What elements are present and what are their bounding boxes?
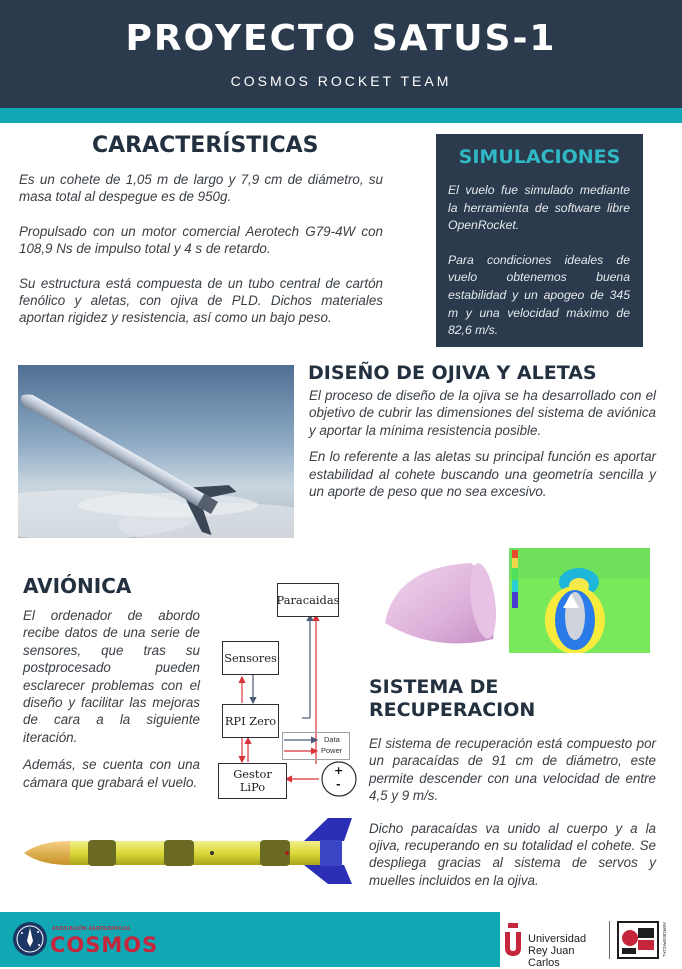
- simulaciones-paragraph-1: El vuelo fue simulado mediante la herramienta de software libre OpenRocket.: [448, 183, 630, 233]
- battery-minus-symbol: -: [336, 778, 341, 791]
- simulaciones-paragraph-2: Para condiciones ideales de vuelo obtenemos buena estabilidad y un apogeo de 345 m y una velocidad máximo de 82,6 m/s.: [448, 252, 630, 338]
- department-logo-icon: [616, 920, 660, 960]
- avionica-heading: AVIÓNICA: [23, 574, 132, 598]
- paracaidas-node: Paracaidas: [277, 583, 339, 617]
- nose-cone-render: [375, 557, 503, 649]
- avionica-section: [23, 607, 200, 791]
- avionica-paragraph-2: Además, se cuenta con una cámara que grabará el vuelo.: [23, 757, 200, 790]
- cosmos-wordmark: COSMOS: [50, 933, 159, 957]
- gestor-lipo-node: Gestor LiPo: [218, 763, 287, 799]
- ojiva-paragraph-2: En lo referente a las aletas su principal función es aportar estabilidad al cohete buscando una geometría sencilla y un aporte de peso que no sea excesivo.: [309, 449, 656, 500]
- page-title: PROYECTO SATUS-1: [125, 18, 557, 59]
- caracteristicas-paragraph-1: Es un cohete de 1,05 m de largo y 7,9 cm de diámetro, su masa total al despegue es de 950g.: [19, 172, 383, 205]
- caracteristicas-paragraph-2: Propulsado con un motor comercial Aerotech G79-4W con 108,9 Ns de impulso total y 4 s de retardo.: [19, 223, 383, 257]
- legend-power-label: Power: [321, 746, 343, 755]
- simulaciones-body: [448, 182, 630, 340]
- urjc-logo-icon: [502, 920, 524, 960]
- recuperacion-section: [369, 735, 656, 889]
- recuperacion-heading: SISTEMA DE RECUPERACION: [369, 676, 536, 721]
- footer-divider: [609, 921, 610, 959]
- simulaciones-heading: SIMULACIONES: [458, 146, 621, 168]
- ojiva-paragraph-1: El proceso de diseño de la ojiva se ha desarrollado con el objetivo de cubrir las dimensiones del sistema de aviónica y aportar la mínima resistencia posible.: [309, 388, 656, 438]
- recuperacion-paragraph-1: El sistema de recuperación está compuesto por un paracaídas de 91 cm de diámetro, este permite descender con una velocidad de entre 4,5 y 9 m/s.: [369, 736, 656, 804]
- recuperacion-paragraph-2: Dicho paracaídas va unido al cuerpo y a la ojiva, recuperando en su totalidad el cohete. Se despliega gracias al sistema de servos y muelles incluidos en la ojiva.: [369, 820, 656, 888]
- caracteristicas-heading: CARACTERÍSTICAS: [92, 133, 319, 158]
- avionics-diagram: [212, 575, 362, 805]
- header-accent-bar: [0, 108, 682, 123]
- page-subtitle: COSMOS ROCKET TEAM: [230, 73, 452, 89]
- department-label: AEROESPACIAL: [662, 922, 667, 958]
- cfd-simulation-image: [509, 548, 650, 653]
- rocket-sky-image: [18, 365, 294, 538]
- cosmos-logo-icon: [12, 921, 48, 957]
- legend-data-label: Data: [324, 735, 340, 744]
- urjc-name: Universidad Rey Juan Carlos: [528, 933, 587, 969]
- rocket-side-render: [22, 816, 353, 886]
- caracteristicas-paragraph-3: Su estructura está compuesta de un tubo central de cartón fenólico y aletas, con ojiva de PLD. Dichos materiales aportan rigidez y resistencia, así como un bajo peso.: [19, 275, 383, 326]
- caracteristicas-section: [19, 171, 383, 327]
- ojiva-heading: DISEÑO DE OJIVA Y ALETAS: [308, 362, 597, 384]
- avionica-paragraph-1: El ordenador de abordo recibe datos de una serie de sensores, que tras su postprocesado pueden esclarecer problemas con el diseño y facilitar las mejoras de cara a la siguiente iteración.: [23, 608, 200, 745]
- cosmos-tagline: ASOCIACIÓN AEROESPACIAL: [52, 926, 132, 932]
- sensores-node: Sensores: [222, 641, 279, 675]
- battery-plus-symbol: +: [334, 764, 344, 777]
- rpi-zero-node: RPI Zero: [222, 704, 279, 738]
- ojiva-section: [309, 387, 656, 500]
